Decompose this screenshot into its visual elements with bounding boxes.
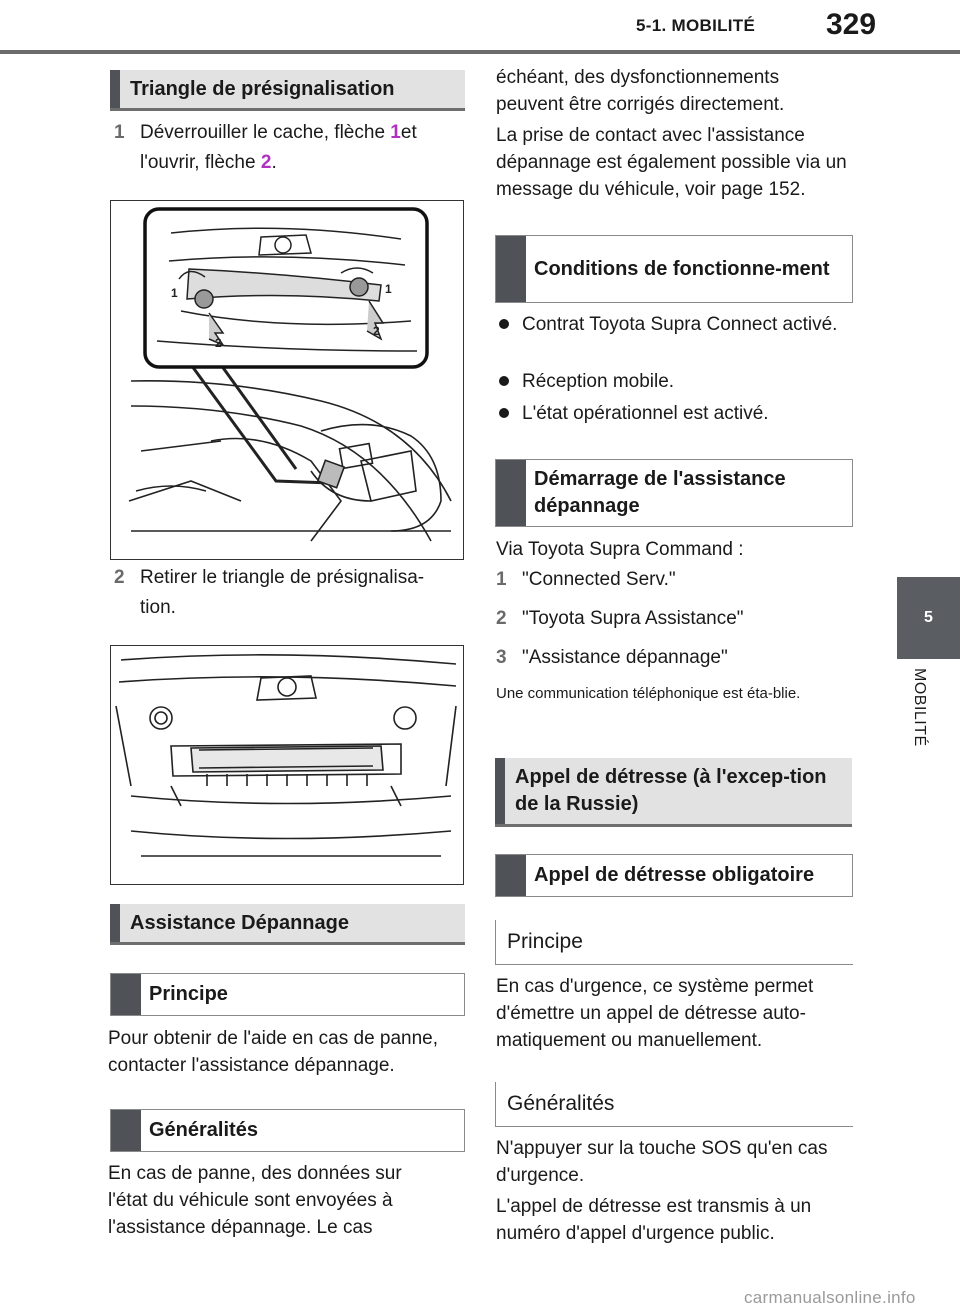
continued-paragraph: échéant, des dysfonctionnements peuvent être corrigés directement. bbox=[496, 67, 785, 115]
heading-bar bbox=[496, 855, 526, 896]
heading-triangle-text: Triangle de présignalisation bbox=[130, 77, 395, 100]
figure-arrow-label-1: 1 bbox=[171, 286, 178, 300]
condition-bullet: Réception mobile. bbox=[496, 368, 862, 395]
heading-demarrage bbox=[495, 459, 853, 527]
step-text: Retirer le triangle de présignalisa- bbox=[140, 567, 425, 588]
heading-bar bbox=[110, 70, 120, 108]
principe-paragraph: Pour obtenir de l'aide en cas de panne, contacter l'assistance dépannage. bbox=[108, 1028, 439, 1076]
figure-triangle-removal bbox=[110, 645, 464, 885]
heading-appel-obligatoire-text: Appel de détresse obligatoire bbox=[534, 864, 815, 886]
step-number: 1 bbox=[114, 122, 125, 143]
arrow-ref: 2 bbox=[260, 152, 272, 173]
figure-arrow-label-3: 1 bbox=[385, 282, 392, 296]
heading-bar bbox=[110, 904, 120, 942]
heading-principe-2-text: Principe bbox=[507, 930, 583, 953]
condition-bullet: Contrat Toyota Supra Connect activé. bbox=[496, 311, 862, 338]
figure-drawing bbox=[111, 646, 463, 884]
heading-generalites-2-text: Généralités bbox=[507, 1092, 615, 1115]
step-text: "Toyota Supra Assistance" bbox=[522, 608, 744, 629]
command-step-1 bbox=[496, 565, 851, 595]
step-number: 3 bbox=[496, 647, 507, 668]
heading-assistance-text: Assistance Dépannage bbox=[130, 911, 349, 934]
command-step-3 bbox=[496, 643, 851, 673]
figure-arrow-label-4: 2 bbox=[373, 324, 380, 338]
heading-principe-text: Principe bbox=[149, 983, 228, 1005]
heading-generalites-2 bbox=[495, 1082, 853, 1127]
heading-assistance bbox=[110, 904, 465, 945]
command-step-2 bbox=[496, 604, 851, 634]
heading-bar bbox=[496, 460, 526, 526]
heading-appel-obligatoire bbox=[495, 854, 853, 897]
step-text: et bbox=[400, 122, 417, 143]
step-1 bbox=[114, 118, 464, 178]
heading-principe-2 bbox=[495, 920, 853, 965]
arrow-ref: 1 bbox=[390, 122, 401, 143]
step-text: . bbox=[271, 152, 277, 173]
generalites-paragraph: En cas de panne, des données sur l'état du véhicule sont envoyées à l'assistance dépannage. Le cas bbox=[108, 1163, 402, 1238]
step-2 bbox=[114, 563, 464, 623]
chapter-tab: 5 bbox=[897, 577, 960, 659]
heading-bar bbox=[496, 236, 526, 302]
heading-generalites bbox=[110, 1109, 465, 1152]
step-text: "Connected Serv." bbox=[522, 569, 676, 590]
heading-principe bbox=[110, 973, 465, 1016]
step-text: tion. bbox=[140, 597, 176, 618]
step-text: "Assistance dépannage" bbox=[522, 647, 728, 668]
figure-cover-opening bbox=[110, 200, 464, 560]
heading-demarrage-text: Démarrage de l'assistance dépannage bbox=[534, 468, 786, 517]
step-text: l'ouvrir, flèche bbox=[140, 152, 261, 173]
watermark: carmanualsonline.info bbox=[744, 1288, 916, 1307]
step-number: 1 bbox=[496, 569, 507, 590]
chapter-label: MOBILITÉ bbox=[911, 668, 928, 747]
page-number: 329 bbox=[826, 8, 877, 41]
heading-bar bbox=[111, 974, 141, 1015]
sos-paragraph: N'appuyer sur la touche SOS qu'en cas d'urgence. bbox=[496, 1138, 828, 1186]
heading-conditions-text: Conditions de fonctionne-ment bbox=[534, 257, 830, 280]
principe-2-paragraph: En cas d'urgence, ce système permet d'émettre un appel de détresse auto-matiquement ou manuellement. bbox=[496, 976, 814, 1051]
heading-conditions bbox=[495, 235, 853, 303]
via-command-text: Via Toyota Supra Command : bbox=[496, 539, 744, 560]
figure-arrow-label-2: 2 bbox=[215, 336, 222, 350]
step-number: 2 bbox=[114, 567, 125, 588]
heading-appel-detresse bbox=[495, 758, 852, 827]
section-label: 5-1. MOBILITÉ bbox=[636, 16, 756, 35]
heading-bar bbox=[495, 758, 505, 824]
heading-bar bbox=[111, 1110, 141, 1151]
step-text: Déverrouiller le cache, flèche bbox=[140, 122, 391, 143]
contact-paragraph: La prise de contact avec l'assistance dépannage est également possible via un message du véhicule, voir page 152. bbox=[496, 125, 847, 200]
transmis-paragraph: L'appel de détresse est transmis à un numéro d'appel d'urgence public. bbox=[496, 1196, 812, 1244]
heading-triangle bbox=[110, 70, 465, 111]
heading-generalites-text: Généralités bbox=[149, 1119, 258, 1141]
heading-appel-detresse-text: Appel de détresse (à l'excep-tion de la Russie) bbox=[515, 766, 827, 815]
step-number: 2 bbox=[496, 608, 507, 629]
figure-drawing bbox=[111, 201, 463, 559]
condition-bullet: L'état opérationnel est activé. bbox=[496, 400, 862, 427]
header-divider bbox=[0, 50, 960, 54]
call-established-note: Une communication téléphonique est éta-blie. bbox=[496, 685, 801, 702]
